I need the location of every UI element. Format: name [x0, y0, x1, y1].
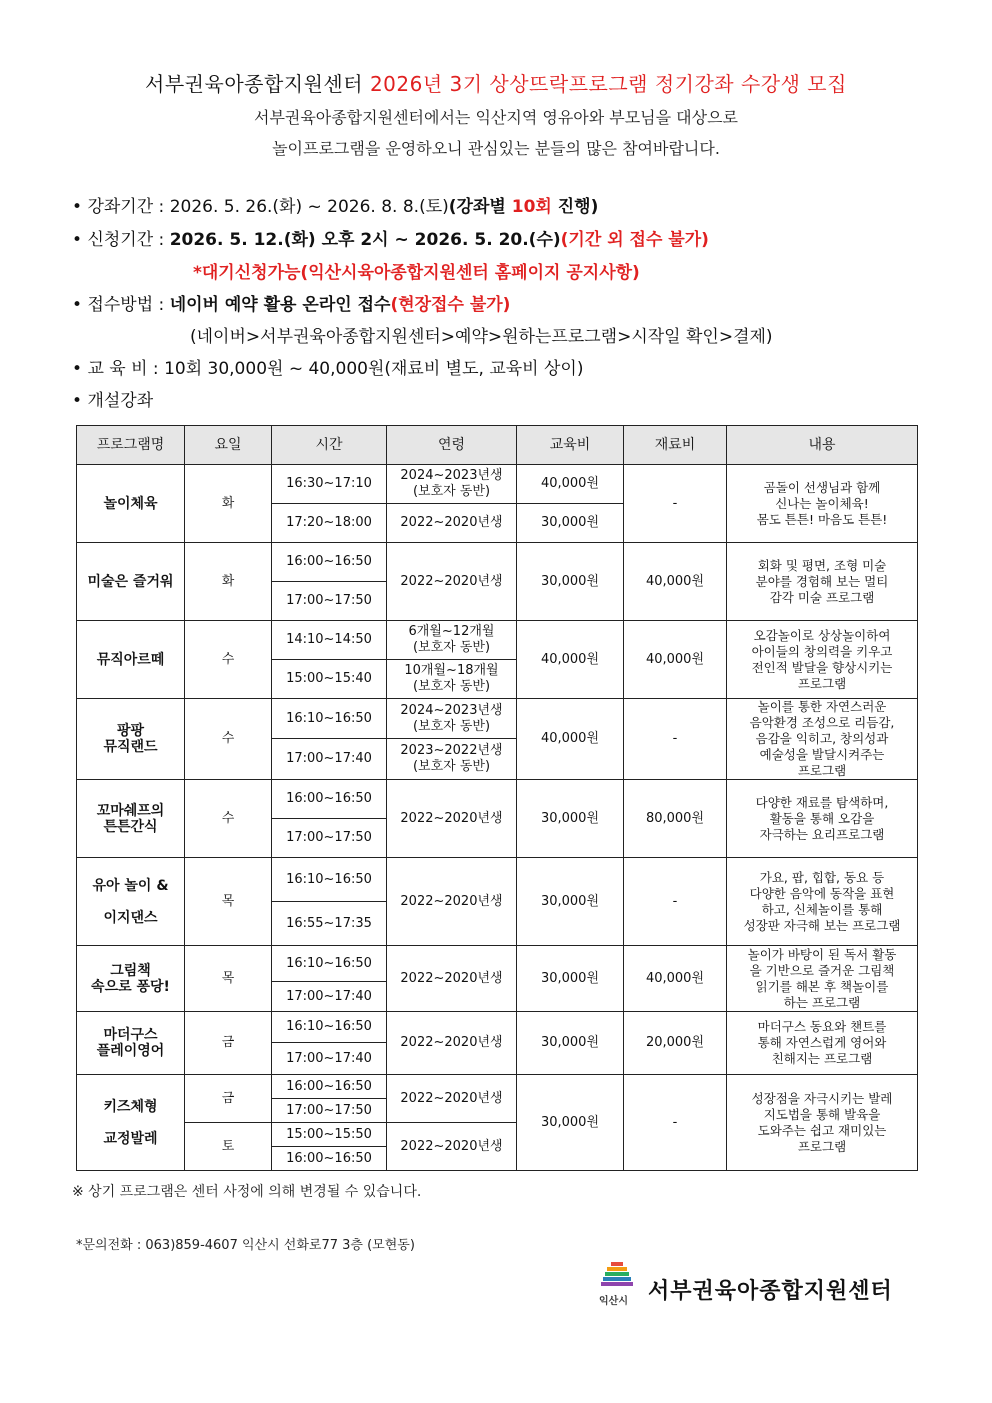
program-time: 17:20~18:00	[272, 504, 387, 543]
table-row	[77, 1075, 918, 1099]
period-note-a: (강좌별	[448, 197, 512, 217]
info-courses	[72, 386, 153, 411]
program-day: 화	[185, 543, 272, 621]
program-time: 15:00~15:40	[272, 660, 387, 699]
program-name: 유아 놀이 & 이지댄스	[77, 858, 185, 946]
table-row	[77, 946, 918, 982]
header-time: 시간	[272, 426, 387, 465]
program-time: 16:00~16:50	[272, 543, 387, 582]
logo-city: 익산시	[599, 1296, 628, 1307]
program-fee: 30,000원	[517, 504, 624, 543]
colon: :	[152, 359, 159, 379]
program-time: 17:00~17:50	[272, 582, 387, 621]
colon: :	[158, 295, 165, 315]
bullet-icon: •	[72, 391, 83, 411]
colon: :	[158, 197, 165, 217]
course-table	[76, 425, 918, 1171]
program-name: 꼬마쉐프의 튼튼간식	[77, 780, 185, 858]
apply-note: (기간 외 접수 불가)	[560, 230, 709, 250]
program-day: 금	[185, 1012, 272, 1075]
program-age: 2022~2020년생	[387, 1123, 517, 1171]
info-method	[72, 290, 510, 315]
table-row	[77, 543, 918, 582]
bullet-icon: •	[72, 295, 83, 315]
program-age: 2024~2023년생 (보호자 동반)	[387, 699, 517, 739]
bullet-icon: •	[72, 230, 83, 250]
program-material: 20,000원	[624, 1012, 727, 1075]
method-label: 접수방법	[87, 295, 154, 315]
info-period	[72, 192, 598, 217]
program-time: 14:10~14:50	[272, 621, 387, 660]
program-name: 팡팡 뮤직랜드	[77, 699, 185, 780]
header-day: 요일	[185, 426, 272, 465]
program-day: 수	[185, 780, 272, 858]
program-age: 6개월~12개월 (보호자 동반)	[387, 621, 517, 660]
program-time: 16:10~16:50	[272, 699, 387, 739]
program-age: 2024~2023년생 (보호자 동반)	[387, 465, 517, 504]
program-desc: 다양한 재료를 탐색하며, 활동을 통해 오감을 자극하는 요리프로그램	[727, 780, 918, 858]
apply-extra: *대기신청가능(익산시육아종합지원센터 홈페이지 공지사항)	[193, 263, 640, 283]
program-time: 16:00~16:50	[272, 1075, 387, 1099]
program-age: 10개월~18개월 (보호자 동반)	[387, 660, 517, 699]
info-apply	[72, 225, 709, 250]
program-name: 놀이체육	[77, 465, 185, 543]
program-fee: 30,000원	[517, 858, 624, 946]
courses-label: 개설강좌	[87, 391, 154, 411]
table-row	[77, 699, 918, 739]
intro-line-1: 서부권육아종합지원센터에서는 익산지역 영유아와 부모님을 대상으로	[253, 108, 739, 127]
program-time: 16:00~16:50	[272, 1147, 387, 1171]
table-row	[77, 465, 918, 504]
period-note-c: 진행)	[551, 197, 599, 217]
period-value: 2026. 5. 26.(화) ~ 2026. 8. 8.(토)	[169, 197, 449, 217]
logo-org-name: 서부권육아종합지원센터	[648, 1278, 893, 1304]
fee-label: 교 육 비	[87, 359, 148, 379]
table-row	[77, 621, 918, 660]
program-desc: 가요, 팝, 힙합, 동요 등 다양한 음악에 동작을 표현 하고, 신체놀이를 통해 성장판 자극해 보는 프로그램	[727, 858, 918, 946]
program-age: 2022~2020년생	[387, 946, 517, 1012]
header-fee: 교육비	[517, 426, 624, 465]
program-name: 키즈체형 교정발레	[77, 1075, 185, 1171]
program-time: 16:00~16:50	[272, 780, 387, 819]
period-note-count: 10회	[511, 197, 552, 217]
program-desc: 오감놀이로 상상놀이하여 아이들의 창의력을 키우고 전인적 발달을 향상시키는 프로그램	[727, 621, 918, 699]
program-desc: 성장점을 자극시키는 발레 지도법을 통해 발육을 도와주는 쉽고 재미있는 프로그램	[727, 1075, 918, 1171]
program-time: 17:00~17:50	[272, 819, 387, 858]
title-highlight: 2026년 3기 상상뜨락프로그램 정기강좌 수강생 모집	[369, 72, 847, 96]
program-material: -	[624, 858, 727, 946]
info-fee	[72, 354, 583, 379]
table-row	[77, 858, 918, 902]
program-fee: 40,000원	[517, 699, 624, 780]
program-desc: 회화 및 평면, 조형 미술 분야를 경험해 보는 멀티 감각 미술 프로그램	[727, 543, 918, 621]
program-day: 화	[185, 465, 272, 543]
program-desc: 마더구스 동요와 챈트를 통해 자연스럽게 영어와 친해지는 프로그램	[727, 1012, 918, 1075]
contact-info: *문의전화 : 063)859-4607 익산시 선화로77 3층 (모현동)	[76, 1238, 415, 1253]
period-label: 강좌기간	[87, 197, 154, 217]
apply-label: 신청기간	[87, 230, 154, 250]
header-material: 재료비	[624, 426, 727, 465]
table-row	[77, 1012, 918, 1043]
method-path: (네이버>서부권육아종합지원센터>예약>원하는프로그램>시작일 확인>결제)	[190, 327, 773, 347]
program-day: 수	[185, 699, 272, 780]
program-day: 목	[185, 858, 272, 946]
apply-value: 2026. 5. 12.(화) 오후 2시 ~ 2026. 5. 20.(수)	[169, 230, 561, 250]
bullet-icon: •	[72, 197, 83, 217]
program-name: 마더구스 플레이영어	[77, 1012, 185, 1075]
program-fee: 30,000원	[517, 780, 624, 858]
program-time: 16:55~17:35	[272, 902, 387, 946]
page-title	[0, 68, 992, 97]
program-fee: 40,000원	[517, 621, 624, 699]
program-day: 토	[185, 1123, 272, 1171]
program-desc: 곰돌이 선생님과 함께 신나는 놀이체육! 몸도 튼튼! 마음도 튼튼!	[727, 465, 918, 543]
program-age: 2022~2020년생	[387, 1075, 517, 1123]
program-fee: 30,000원	[517, 543, 624, 621]
program-time: 16:10~16:50	[272, 946, 387, 982]
program-name: 미술은 즐거워	[77, 543, 185, 621]
program-age: 2023~2022년생 (보호자 동반)	[387, 739, 517, 780]
program-material: -	[624, 699, 727, 780]
program-time: 16:10~16:50	[272, 858, 387, 902]
bullet-icon: •	[72, 359, 83, 379]
program-time: 17:00~17:40	[272, 1043, 387, 1075]
program-fee: 30,000원	[517, 946, 624, 1012]
intro-line-2: 놀이프로그램을 운영하오니 관심있는 분들의 많은 참여바랍니다.	[272, 139, 720, 158]
program-material: 80,000원	[624, 780, 727, 858]
program-age: 2022~2020년생	[387, 504, 517, 543]
program-time: 16:30~17:10	[272, 465, 387, 504]
method-note: (현장접수 불가)	[390, 295, 511, 315]
program-desc: 놀이가 바탕이 된 독서 활동 을 기반으로 즐거운 그림책 읽기를 해본 후 책놀이를 하는 프로그램	[727, 946, 918, 1012]
program-day: 목	[185, 946, 272, 1012]
fee-value: 10회 30,000원 ~ 40,000원(재료비 별도, 교육비 상이)	[164, 359, 584, 379]
program-material: -	[624, 465, 727, 543]
program-day: 금	[185, 1075, 272, 1123]
program-age: 2022~2020년생	[387, 780, 517, 858]
method-value: 네이버 예약 활용 온라인 접수	[169, 295, 391, 315]
program-time: 17:00~17:40	[272, 982, 387, 1012]
program-material: -	[624, 1075, 727, 1171]
program-fee: 30,000원	[517, 1075, 624, 1171]
program-age: 2022~2020년생	[387, 543, 517, 621]
program-desc: 놀이를 통한 자연스러운 음악환경 조성으로 리듬감, 음감을 익히고, 창의성과 예술성을 발달시켜주는 프로그램	[727, 699, 918, 780]
program-time: 16:10~16:50	[272, 1012, 387, 1043]
program-time: 17:00~17:40	[272, 739, 387, 780]
change-notice: ※ 상기 프로그램은 센터 사정에 의해 변경될 수 있습니다.	[72, 1184, 422, 1200]
header-age: 연령	[387, 426, 517, 465]
program-time: 15:00~15:50	[272, 1123, 387, 1147]
table-header-row	[77, 426, 918, 465]
title-center: 서부권육아종합지원센터	[145, 72, 364, 96]
program-fee: 30,000원	[517, 1012, 624, 1075]
program-age: 2022~2020년생	[387, 858, 517, 946]
header-content: 내용	[727, 426, 918, 465]
colon: :	[158, 230, 165, 250]
program-fee: 40,000원	[517, 465, 624, 504]
program-material: 40,000원	[624, 946, 727, 1012]
table-row	[77, 780, 918, 819]
program-material: 40,000원	[624, 621, 727, 699]
program-day: 수	[185, 621, 272, 699]
program-time: 17:00~17:50	[272, 1099, 387, 1123]
header-program: 프로그램명	[77, 426, 185, 465]
program-name: 그림책 속으로 퐁당!	[77, 946, 185, 1012]
program-name: 뮤직아르떼	[77, 621, 185, 699]
program-material: 40,000원	[624, 543, 727, 621]
program-age: 2022~2020년생	[387, 1012, 517, 1075]
